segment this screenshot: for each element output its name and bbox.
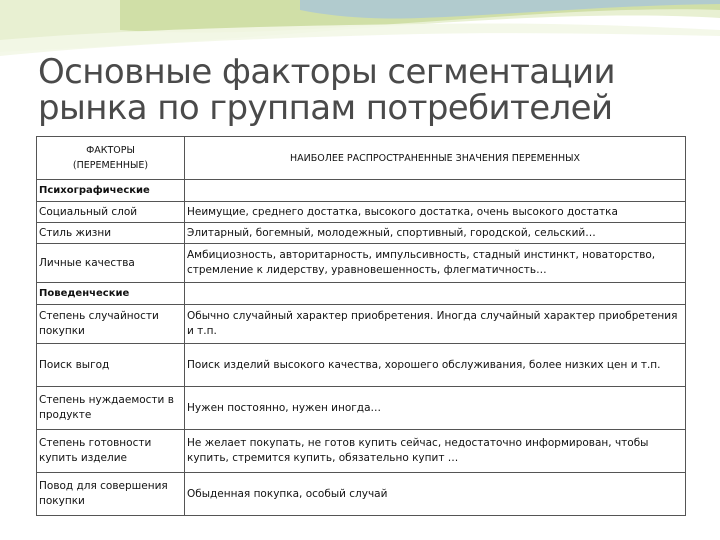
values-cell: Не желает покупать, не готов купить сейчас, недостаточно информирован, чтобы купить, стремится купить, обязательно купит … (185, 430, 686, 473)
values-cell: Неимущие, среднего достатка, высокого достатка, очень высокого достатка (185, 202, 686, 223)
factor-cell: Степень готовности купить изделие (37, 430, 185, 473)
factor-cell: Личные качества (37, 244, 185, 283)
table-row (37, 202, 686, 223)
values-cell: Нужен постоянно, нужен иногда… (185, 387, 686, 430)
values-cell: Элитарный, богемный, молодежный, спортивный, городской, сельский… (185, 223, 686, 244)
table-row (37, 387, 686, 430)
group-empty-cell (185, 283, 686, 305)
group-empty-cell (185, 180, 686, 202)
table-row (37, 473, 686, 516)
table-row (37, 223, 686, 244)
title-line-2: рынка по группам потребителей (38, 88, 613, 128)
table-row (37, 305, 686, 344)
table-row (37, 430, 686, 473)
title-line-1: Основные факторы сегментации (38, 52, 616, 92)
header-factors-line2: (ПЕРЕМЕННЫЕ) (72, 160, 149, 171)
values-cell: Амбициозность, авторитарность, импульсивность, стадный инстинкт, новаторство, стремление к лидерству, уравновешенность, флегматичность… (185, 244, 686, 283)
header-factors-line1: ФАКТОРЫ (86, 145, 135, 156)
group-label: Психографические (37, 180, 185, 202)
table-header-row (37, 137, 686, 180)
page-title (38, 54, 698, 126)
group-row-behavioral (37, 283, 686, 305)
segmentation-factors-table (36, 136, 686, 516)
group-label: Поведенческие (37, 283, 185, 305)
factor-cell: Стиль жизни (37, 223, 185, 244)
factor-cell: Поиск выгод (37, 344, 185, 387)
header-factors (37, 137, 185, 180)
values-cell: Обыденная покупка, особый случай (185, 473, 686, 516)
factor-cell: Степень случайности покупки (37, 305, 185, 344)
values-cell: Поиск изделий высокого качества, хорошего обслуживания, более низких цен и т.п. (185, 344, 686, 387)
header-values: НАИБОЛЕЕ РАСПРОСТРАНЕННЫЕ ЗНАЧЕНИЯ ПЕРЕМЕННЫХ (185, 137, 686, 180)
values-cell: Обычно случайный характер приобретения. Иногда случайный характер приобретения и т.п. (185, 305, 686, 344)
table-row (37, 244, 686, 283)
group-row-psychographic (37, 180, 686, 202)
table-row (37, 344, 686, 387)
factor-cell: Степень нуждаемости в продукте (37, 387, 185, 430)
factor-cell: Повод для совершения покупки (37, 473, 185, 516)
factor-cell: Социальный слой (37, 202, 185, 223)
